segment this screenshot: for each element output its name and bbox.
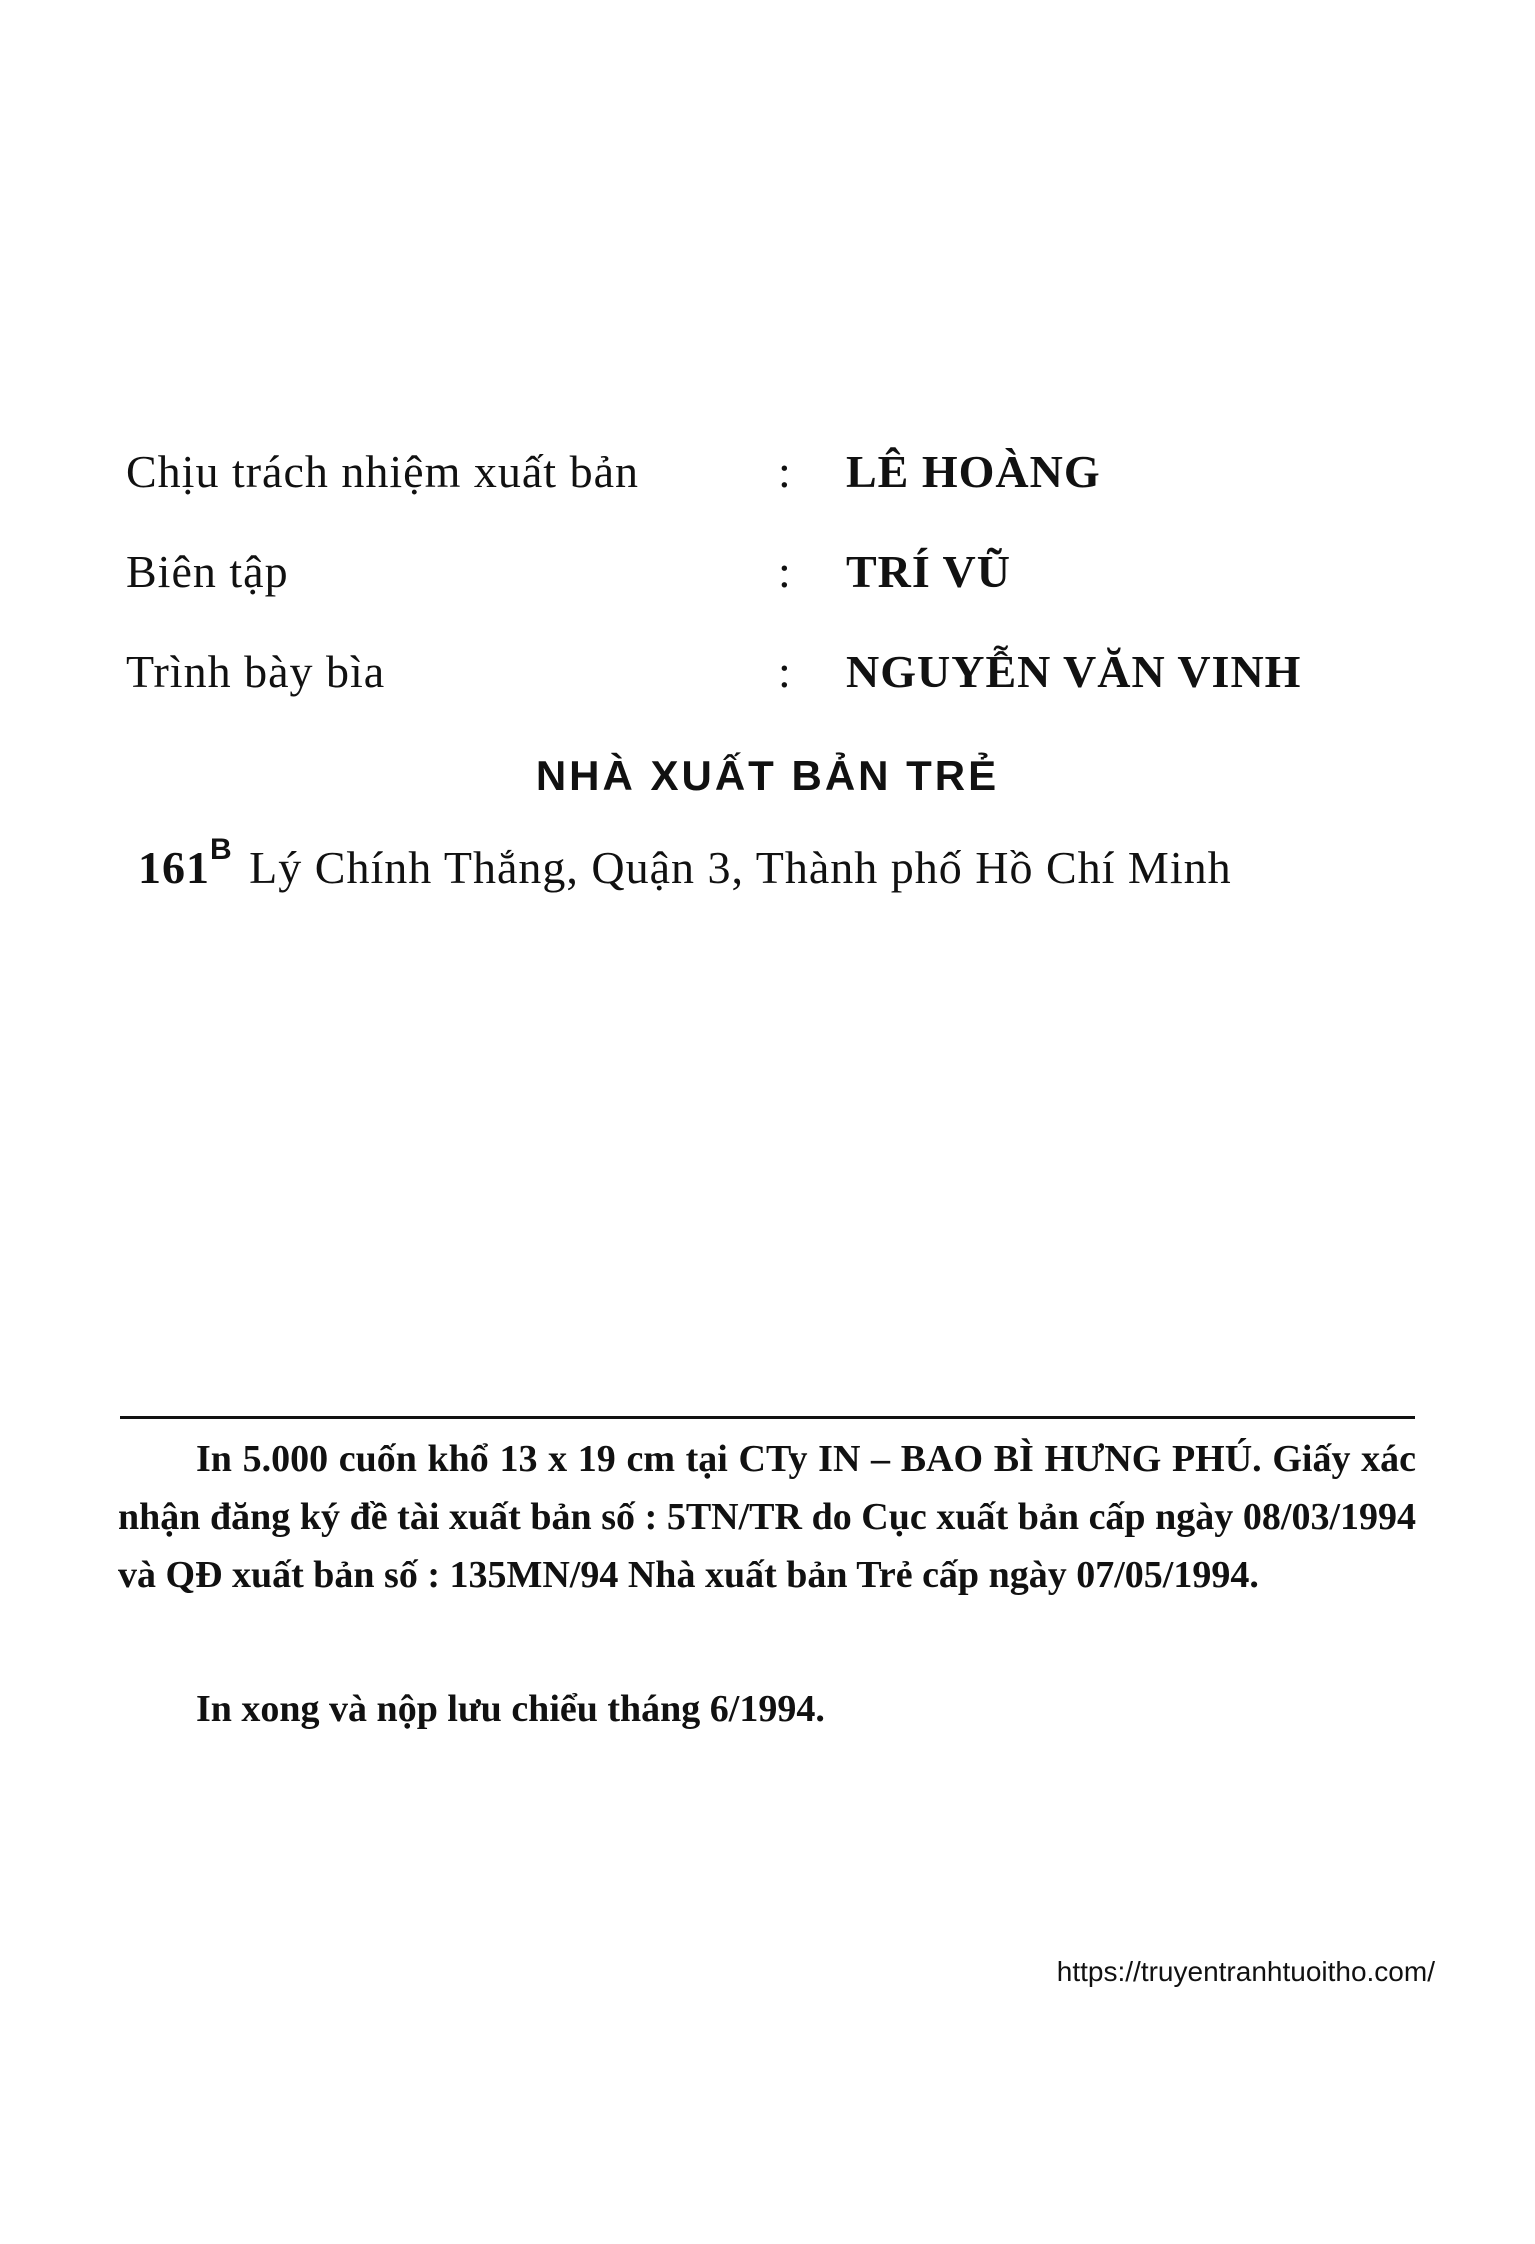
source-url: https://truyentranhtuoitho.com/ bbox=[1056, 1956, 1435, 1987]
credit-colon: : bbox=[778, 646, 791, 697]
credit-name: LÊ HOÀNG bbox=[846, 446, 1101, 497]
address-superscript: B bbox=[210, 833, 233, 866]
address-street: Lý Chính Thắng, Quận 3, Thành phố Hồ Chí Minh bbox=[249, 842, 1232, 893]
credit-row-editor bbox=[126, 542, 1426, 602]
address-number: 161 bbox=[138, 842, 210, 893]
credit-role-label: Trình bày bìa bbox=[126, 646, 386, 697]
credit-colon: : bbox=[778, 446, 791, 497]
credit-role-label: Chịu trách nhiệm xuất bản bbox=[126, 446, 639, 497]
publisher-name: NHÀ XUẤT BẢN TRẺ bbox=[535, 752, 1000, 799]
credit-name: TRÍ VŨ bbox=[846, 546, 1011, 597]
credit-name: NGUYỄN VĂN VINH bbox=[846, 646, 1302, 697]
colophon-paragraph: In 5.000 cuốn khổ 13 x 19 cm tại CTy IN – BAO BÌ HƯNG PHÚ. Giấy xác nhận đăng ký đề tài xuất bản số : 5TN/TR do Cục xuất bản cấp ngày 08/03/1994 và QĐ xuất bản số : 135MN/94 Nhà xuất bản Trẻ cấp ngày 07/05/1994. bbox=[118, 1438, 1416, 1596]
credit-row-cover-design bbox=[126, 642, 1426, 702]
publisher-address bbox=[138, 818, 1232, 900]
colophon-divider bbox=[120, 1416, 1415, 1419]
credit-row-publisher-responsible bbox=[126, 442, 1426, 502]
credit-colon: : bbox=[778, 546, 791, 597]
credit-role-label: Biên tập bbox=[126, 546, 289, 597]
print-completion-note: In xong và nộp lưu chiểu tháng 6/1994. bbox=[196, 1688, 825, 1730]
